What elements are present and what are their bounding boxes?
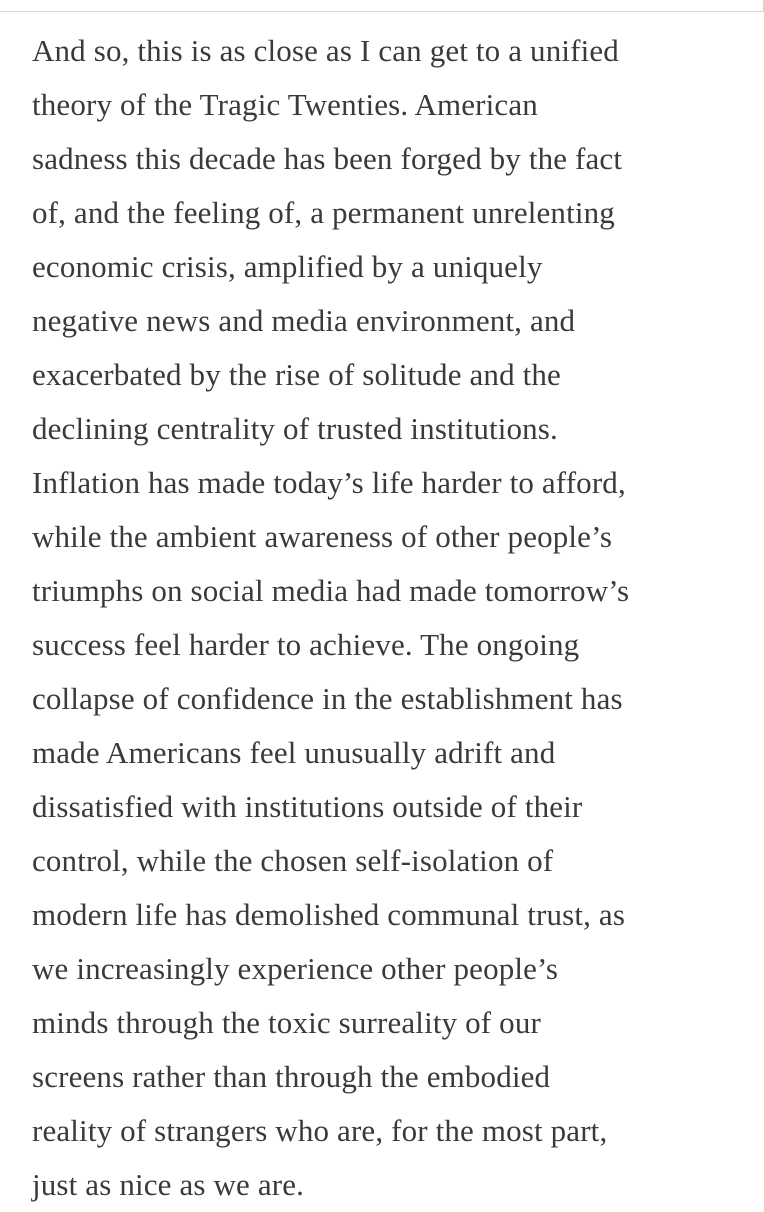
- paragraph-line: sadness this decade has been forged by the fact: [32, 141, 623, 176]
- paragraph-line: exacerbated by the rise of solitude and the: [32, 357, 561, 392]
- paragraph-line: And so, this is as close as I can get to a unified: [32, 33, 619, 68]
- paragraph-line: collapse of confidence in the establishment has: [32, 681, 623, 716]
- paragraph-line: dissatisfied with institutions outside of their: [32, 789, 583, 824]
- paragraph-line: minds through the toxic surreality of our: [32, 1005, 541, 1040]
- paragraph-line: just as nice as we are.: [32, 1167, 305, 1202]
- paragraph-line: control, while the chosen self-isolation of: [32, 843, 554, 878]
- paragraph-line: reality of strangers who are, for the most part,: [32, 1113, 608, 1148]
- paragraph-line: made Americans feel unusually adrift and: [32, 735, 556, 770]
- paragraph-line: modern life has demolished communal trust, as: [32, 897, 626, 932]
- paragraph-line: Inflation has made today’s life harder to afford,: [32, 465, 626, 500]
- paragraph-line: while the ambient awareness of other people’s: [32, 519, 613, 554]
- paragraph-line: of, and the feeling of, a permanent unrelenting: [32, 195, 615, 230]
- paragraph-line: theory of the Tragic Twenties. American: [32, 87, 538, 122]
- paragraph-line: declining centrality of trusted institutions.: [32, 411, 558, 446]
- paragraph-line: we increasingly experience other people’s: [32, 951, 559, 986]
- paragraph-line: success feel harder to achieve. The ongoing: [32, 627, 580, 662]
- paragraph-line: economic crisis, amplified by a uniquely: [32, 249, 543, 284]
- paragraph-line: triumphs on social media had made tomorrow’s: [32, 573, 630, 608]
- paragraph-line: negative news and media environment, and: [32, 303, 576, 338]
- top-divider: [0, 0, 764, 12]
- article-paragraph: [32, 24, 760, 1212]
- paragraph-line: screens rather than through the embodied: [32, 1059, 551, 1094]
